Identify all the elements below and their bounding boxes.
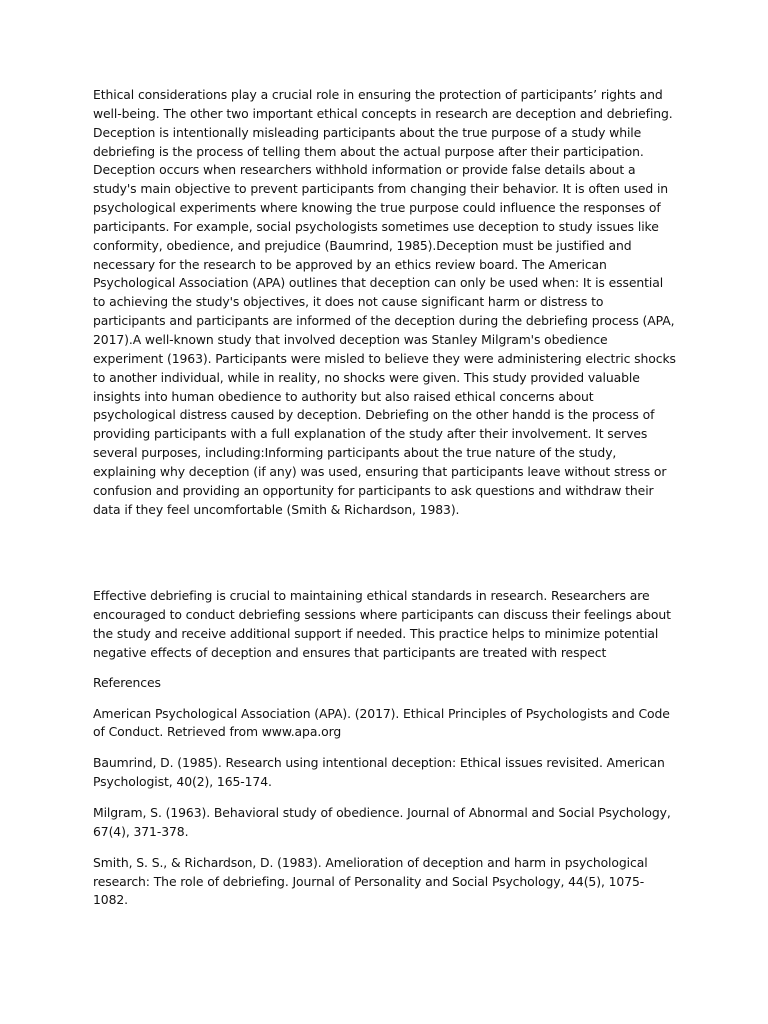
- reference-item-baumrind: Baumrind, D. (1985). Research using intentional deception: Ethical issues revisited. American Psychologist, 40(2), 165-174.: [93, 755, 665, 790]
- reference-item-milgram: Milgram, S. (1963). Behavioral study of obedience. Journal of Abnormal and Social Psychology, 67(4), 371-378.: [93, 805, 671, 839]
- paragraph-effective-debriefing: Effective debriefing is crucial to maintaining ethical standards in research. Researchers are encouraged to conduct debriefing sessions where participants can discuss their feelings about the study and receive additional support if needed. This practice helps to minimize potential negative effects of deception and ensures that participants are treated with respect: [93, 588, 671, 660]
- document-body: [93, 86, 678, 922]
- reference-item-apa: American Psychological Association (APA). (2017). Ethical Principles of Psychologists and Code of Conduct. Retrieved from www.apa.org: [93, 705, 670, 740]
- references-heading: References: [93, 674, 161, 690]
- paragraph-ethical-considerations: Ethical considerations play a crucial role in ensuring the protection of participants’ rights and well-being. The other two important ethical concepts in research are deception and debriefing. Deception is intentionally misleading participants about the true purpose of a study while debriefing is the process of telling them about the actual purpose after their participation. Deception occurs when researchers withhold information or provide false details about a study's main objective to prevent participants from changing their behavior. It is often used in psychological experiments where knowing the true purpose could influence the responses of participants. For example, social psychologists sometimes use deception to study issues like conformity, obedience, and prejudice (Baumrind, 1985).Deception must be justified and necessary for the research to be approved by an ethics review board. The American Psychological Association (APA) outlines that deception can only be used when: It is essential to achieving the study's objectives, it does not cause significant harm or distress to participants and participants are informed of the deception during the debriefing process (APA, 2017).A well-known study that involved deception was Stanley Milgram's obedience experiment (1963). Participants were misled to believe they were administering electric shocks to another individual, while in reality, no shocks were given. This study provided valuable insights into human obedience to authority but also raised ethical concerns about psychological distress caused by deception. Debriefing on the other handd is the process of providing participants with a full explanation of the study after their involvement. It serves several purposes, including:Informing participants about the true nature of the study, explaining why deception (if any) was used, ensuring that participants leave without stress or confusion and providing an opportunity for participants to ask questions and withdraw their data if they feel uncomfortable (Smith & Richardson, 1983).: [93, 87, 676, 517]
- reference-item-smith-richardson: Smith, S. S., & Richardson, D. (1983). Amelioration of deception and harm in psychological research: The role of debriefing. Journal of Personality and Social Psychology, 44(5), 1075-1082.: [93, 854, 648, 908]
